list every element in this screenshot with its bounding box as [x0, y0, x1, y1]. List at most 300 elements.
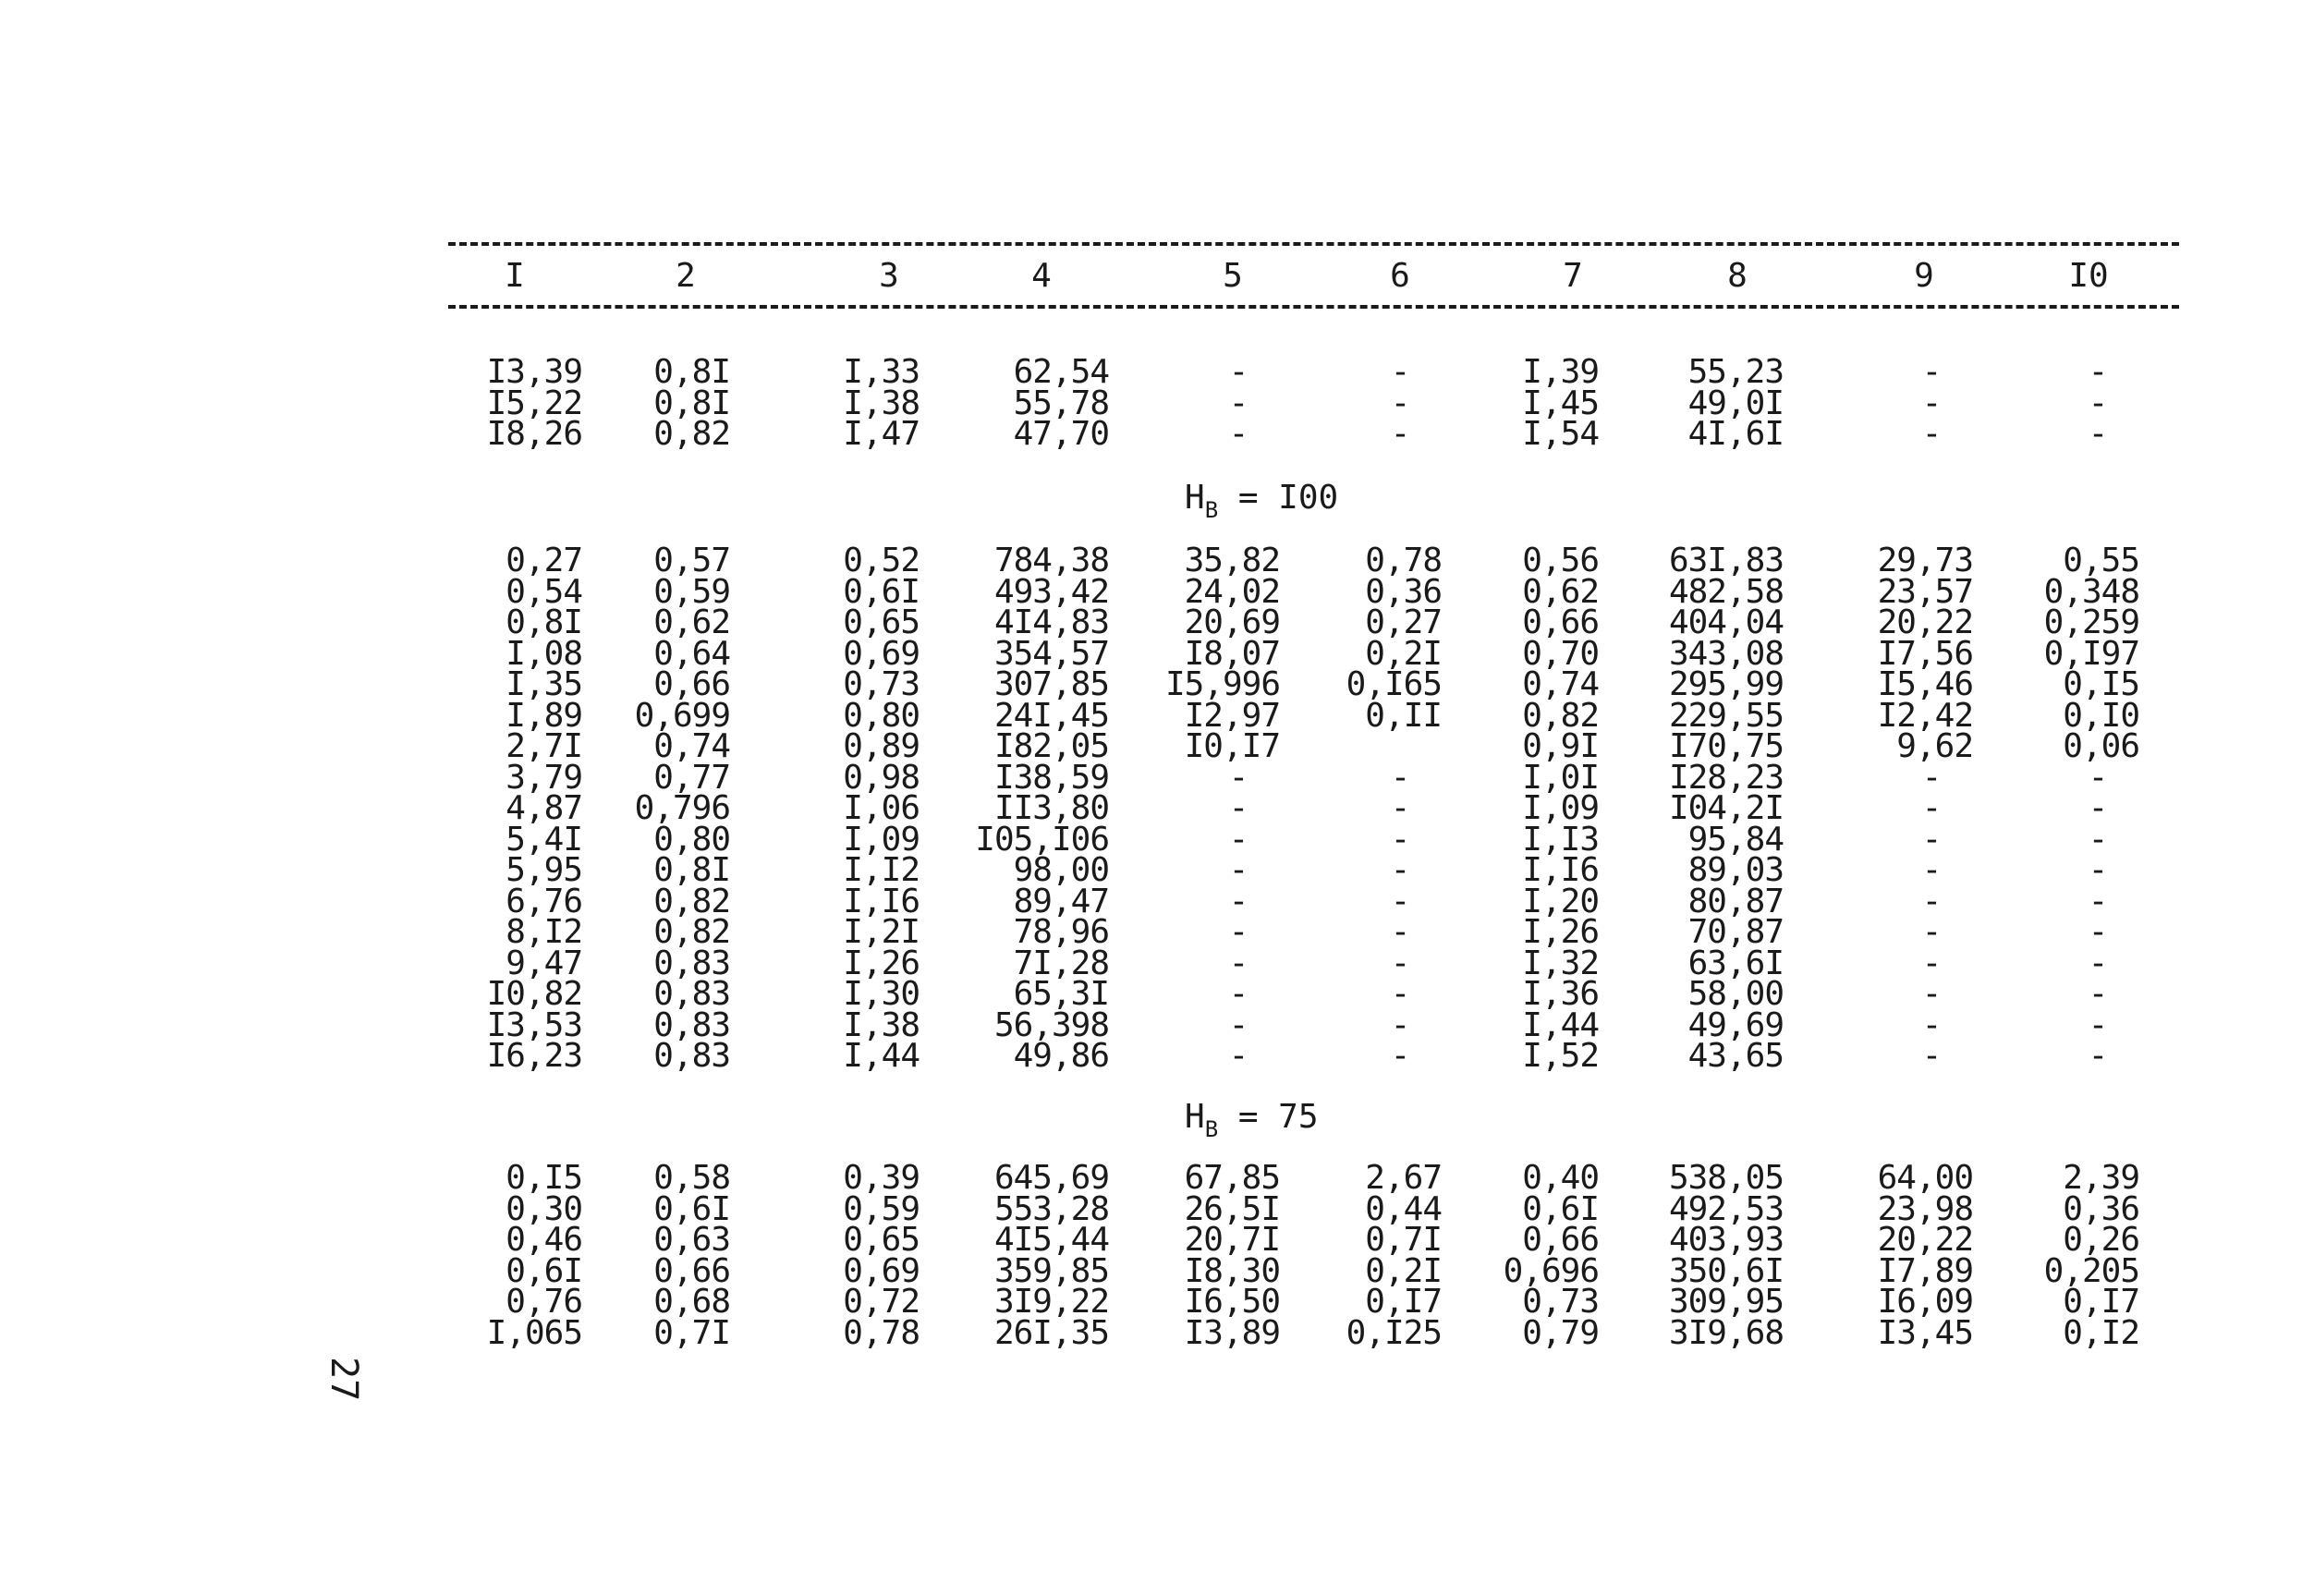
table-cell: - [1390, 758, 1410, 797]
header-dashed-rule [448, 305, 2179, 309]
table-cell: 58,00 [1687, 975, 1784, 1013]
table-cell: 0,6I [653, 1189, 730, 1228]
table-cell: I6,50 [1184, 1283, 1280, 1321]
table-cell: 0,82 [653, 882, 730, 920]
table-column [970, 542, 1109, 1075]
table-cell: - [1921, 1005, 1942, 1044]
table-cell: I8,30 [1184, 1251, 1280, 1290]
table-cell: I2,42 [1877, 696, 1973, 735]
section-label-subscript: B [1204, 1116, 1219, 1142]
table-cell: I3,89 [1184, 1313, 1280, 1352]
table-column [970, 1159, 1109, 1352]
table-cell: - [2088, 415, 2108, 453]
table-cell: - [1921, 789, 1942, 827]
table-cell: 0,83 [653, 1005, 730, 1044]
table-cell: 43,65 [1687, 1037, 1784, 1075]
table-cell: 0,65 [843, 603, 920, 641]
table-cell: 63I,83 [1668, 542, 1784, 579]
table-cell: 0,58 [653, 1159, 730, 1197]
table-cell: 0,64 [653, 634, 730, 673]
table-column [781, 1159, 920, 1352]
table-cell: 0,I5 [2063, 665, 2139, 703]
table-cell: 0,36 [2063, 1189, 2139, 1228]
table-column [2001, 1159, 2139, 1352]
table-cell: 0,796 [634, 789, 730, 827]
table-cell: I,2I [843, 913, 920, 951]
table-cell: 0,59 [653, 572, 730, 611]
table-cell: 0,44 [1365, 1189, 1442, 1228]
table-cell [1303, 731, 1442, 762]
table-column [1141, 1159, 1280, 1352]
table-cell: 0,I2 [2063, 1313, 2139, 1352]
table-cell: - [1390, 384, 1410, 422]
table-cell: 295,99 [1668, 665, 1784, 703]
table-cell: 0,74 [1522, 665, 1599, 703]
table-cell: 784,38 [993, 542, 1109, 579]
table-cell: 0,9I [1522, 727, 1599, 765]
table-cell: - [1228, 944, 1248, 982]
table-cell: I,09 [1522, 789, 1599, 827]
table-cell: 3I9,22 [993, 1283, 1109, 1321]
page-number: 27 [323, 1357, 365, 1402]
table-cell: 0,I65 [1346, 665, 1442, 703]
table-cell: 0,30 [505, 1189, 582, 1228]
table-cell: 78,96 [1013, 913, 1109, 951]
table-cell: 0,83 [653, 1037, 730, 1075]
table-cell: I,38 [843, 384, 920, 422]
table-cell: I7,89 [1877, 1251, 1973, 1290]
table-cell: 482,58 [1668, 572, 1784, 611]
table-cell: 4I,6I [1687, 415, 1784, 453]
table-cell: I,35 [505, 665, 582, 703]
table-cell: I70,75 [1668, 727, 1784, 765]
table-column [970, 353, 1109, 453]
table-cell: - [2088, 1037, 2108, 1075]
table-cell: I,44 [1522, 1005, 1599, 1044]
table-cell: 0,I0 [2063, 696, 2139, 735]
table-cell: 29,73 [1877, 542, 1973, 579]
table-cell: 350,6I [1668, 1251, 1784, 1290]
table-cell: 493,42 [993, 572, 1109, 611]
column-header: 3 [879, 257, 899, 295]
table-cell: 359,85 [993, 1251, 1109, 1290]
table-cell: 3I9,68 [1668, 1313, 1784, 1352]
table-column [1834, 1159, 1973, 1352]
table-column [1460, 1159, 1599, 1352]
table-cell: I7,56 [1877, 634, 1973, 673]
table-cell: 89,47 [1013, 882, 1109, 920]
table-cell: I5,996 [1164, 665, 1280, 703]
table-cell: - [1921, 384, 1942, 422]
table-cell: 35,82 [1184, 542, 1280, 579]
table-cell: 20,22 [1877, 603, 1973, 641]
table-cell: - [1228, 851, 1248, 889]
table-cell: 0,8I [505, 603, 582, 641]
table-cell: I,52 [1522, 1037, 1599, 1075]
table-cell: 553,28 [993, 1189, 1109, 1228]
table-cell: I,36 [1522, 975, 1599, 1013]
column-header: 7 [1563, 257, 1583, 295]
table-cell: II3,80 [993, 789, 1109, 827]
table-cell: 0,55 [2063, 542, 2139, 579]
table-cell: - [1921, 820, 1942, 859]
table-cell: 89,03 [1687, 851, 1784, 889]
table-column [1645, 353, 1784, 453]
table-cell: 55,23 [1687, 353, 1784, 391]
table-cell: 8,I2 [505, 913, 582, 951]
table-cell: - [1228, 1037, 1248, 1075]
table-cell: I,06 [843, 789, 920, 827]
table-cell: 0,06 [2063, 727, 2139, 765]
table-cell: 26,5I [1184, 1189, 1280, 1228]
table-column [2001, 542, 2139, 1075]
table-cell: - [1228, 1005, 1248, 1044]
table-column [1645, 542, 1784, 1075]
table-cell: 24,02 [1184, 572, 1280, 611]
table-cell: I,54 [1522, 415, 1599, 453]
table-cell: I8,07 [1184, 634, 1280, 673]
column-header: I0 [2068, 257, 2109, 295]
table-cell: I,09 [843, 820, 920, 859]
table-cell: 0,66 [653, 1251, 730, 1290]
table-cell: 0,78 [1365, 542, 1442, 579]
table-cell: 0,59 [843, 1189, 920, 1228]
table-cell: 5,4I [505, 820, 582, 859]
table-cell: 0,76 [505, 1283, 582, 1321]
section-label-value: = 75 [1218, 1098, 1319, 1136]
table-column [591, 542, 730, 1075]
table-cell: I28,23 [1668, 758, 1784, 797]
table-cell: 56,398 [993, 1005, 1109, 1044]
table-cell: - [2088, 882, 2108, 920]
section-label-value: = I00 [1218, 479, 1339, 517]
top-dashed-rule [448, 242, 2179, 246]
table-cell: - [1390, 1037, 1410, 1075]
table-cell: 0,83 [653, 944, 730, 982]
table-cell: 47,70 [1013, 415, 1109, 453]
table-cell: 0,40 [1522, 1159, 1599, 1197]
table-cell: 2,67 [1365, 1159, 1442, 1197]
section-label-prefix: H [1185, 1098, 1205, 1136]
table-cell: 0,6I [1522, 1189, 1599, 1228]
table-column [1834, 353, 1973, 453]
table-cell: 49,69 [1687, 1005, 1784, 1044]
table-cell: I0,82 [486, 975, 582, 1013]
table-cell: I,89 [505, 696, 582, 735]
table-cell: 64,00 [1877, 1159, 1973, 1197]
table-cell: 20,22 [1877, 1221, 1973, 1259]
table-cell: 538,05 [1668, 1159, 1784, 1197]
table-cell: I6,09 [1877, 1283, 1973, 1321]
section-label-prefix: H [1185, 479, 1205, 517]
section-label-hb-100 [1185, 479, 1338, 523]
table-cell: 0,27 [1365, 603, 1442, 641]
table-cell: 0,72 [843, 1283, 920, 1321]
table-cell: I0,I7 [1184, 727, 1280, 765]
table-cell: - [1390, 820, 1410, 859]
table-cell: 0,6I [843, 572, 920, 611]
table-cell: 5,95 [505, 851, 582, 889]
table-cell: I,33 [843, 353, 920, 391]
table-cell: 9,62 [1896, 727, 1973, 765]
table-column [1834, 542, 1973, 1075]
table-column [1645, 1159, 1784, 1352]
table-cell: 0,82 [653, 415, 730, 453]
table-cell: I,47 [843, 415, 920, 453]
table-cell: 0,26 [2063, 1221, 2139, 1259]
column-header: 9 [1914, 257, 1934, 295]
table-column [1460, 542, 1599, 1075]
table-cell: - [2088, 353, 2108, 391]
table-column [591, 353, 730, 453]
table-cell: 0,77 [653, 758, 730, 797]
table-cell: - [1390, 1005, 1410, 1044]
table-cell: - [2088, 820, 2108, 859]
table-cell: - [2088, 851, 2108, 889]
table-cell: 0,46 [505, 1221, 582, 1259]
table-cell: - [1390, 415, 1410, 453]
table-cell: 70,87 [1687, 913, 1784, 951]
table-cell: - [1228, 820, 1248, 859]
table-cell: 0,82 [1522, 696, 1599, 735]
section-label-subscript: B [1204, 497, 1219, 523]
table-cell: - [2088, 913, 2108, 951]
table-cell: I,I2 [843, 851, 920, 889]
table-cell: - [1921, 913, 1942, 951]
table-cell: 0,80 [843, 696, 920, 735]
table-cell: 645,69 [993, 1159, 1109, 1197]
table-cell: 7I,28 [1013, 944, 1109, 982]
table-cell: I82,05 [993, 727, 1109, 765]
table-cell: - [1921, 851, 1942, 889]
table-cell: 0,7I [653, 1313, 730, 1352]
table-cell: - [2088, 944, 2108, 982]
table-cell: 0,205 [2043, 1251, 2139, 1290]
table-cell: 0,98 [843, 758, 920, 797]
table-column [2001, 353, 2139, 453]
table-column [781, 353, 920, 453]
table-column [1303, 353, 1442, 453]
table-cell: 0,52 [843, 542, 920, 579]
table-cell: - [1228, 353, 1248, 391]
table-cell: 0,63 [653, 1221, 730, 1259]
table-cell: 0,83 [653, 975, 730, 1013]
table-cell: 0,65 [843, 1221, 920, 1259]
table-cell: 67,85 [1184, 1159, 1280, 1197]
table-cell: I6,23 [486, 1037, 582, 1075]
table-cell: I,26 [1522, 913, 1599, 951]
table-cell: 0,54 [505, 572, 582, 611]
table-cell: 0,2I [1365, 1251, 1442, 1290]
table-cell: 0,II [1365, 696, 1442, 735]
table-cell: 0,68 [653, 1283, 730, 1321]
table-cell: - [1921, 975, 1942, 1013]
table-cell: - [1228, 415, 1248, 453]
table-cell: I3,45 [1877, 1313, 1973, 1352]
table-cell: 0,8I [653, 384, 730, 422]
table-column [1303, 542, 1442, 1075]
table-cell: 20,69 [1184, 603, 1280, 641]
table-cell: 62,54 [1013, 353, 1109, 391]
table-column [1460, 353, 1599, 453]
table-cell: 0,27 [505, 542, 582, 579]
table-cell: - [1228, 882, 1248, 920]
column-header: 4 [1031, 257, 1052, 295]
table-cell: I05,I06 [975, 820, 1109, 859]
table-cell: 0,696 [1503, 1251, 1599, 1290]
table-cell: 23,98 [1877, 1189, 1973, 1228]
column-header: 5 [1223, 257, 1243, 295]
table-cell: 0,62 [1522, 572, 1599, 611]
table-cell: - [1921, 758, 1942, 797]
table-cell: I,08 [505, 634, 582, 673]
table-column [1141, 542, 1280, 1075]
table-cell: I,I3 [1522, 820, 1599, 859]
table-cell: I38,59 [993, 758, 1109, 797]
table-cell: I5,46 [1877, 665, 1973, 703]
table-cell: I3,53 [486, 1005, 582, 1044]
table-cell: I04,2I [1668, 789, 1784, 827]
table-cell: 0,82 [653, 913, 730, 951]
table-cell: - [1228, 913, 1248, 951]
table-cell: 0,7I [1365, 1221, 1442, 1259]
column-header: 2 [676, 257, 696, 295]
table-cell: 343,08 [1668, 634, 1784, 673]
table-cell: I3,39 [486, 353, 582, 391]
table-cell: 0,I5 [505, 1159, 582, 1197]
table-cell: 404,04 [1668, 603, 1784, 641]
table-cell: 0,66 [1522, 603, 1599, 641]
table-cell: 49,86 [1013, 1037, 1109, 1075]
table-cell: I,26 [843, 944, 920, 982]
table-cell: 80,87 [1687, 882, 1784, 920]
table-cell: 0,66 [1522, 1221, 1599, 1259]
table-cell: I,0I [1522, 758, 1599, 797]
table-cell: 0,69 [843, 1251, 920, 1290]
table-cell: 24I,45 [993, 696, 1109, 735]
table-cell: I2,97 [1184, 696, 1280, 735]
column-header: I [505, 257, 525, 295]
table-cell: I,44 [843, 1037, 920, 1075]
table-cell: 0,70 [1522, 634, 1599, 673]
table-cell: - [1390, 882, 1410, 920]
table-cell: - [1921, 944, 1942, 982]
table-column [444, 542, 582, 1075]
table-cell: - [1228, 975, 1248, 1013]
table-cell: 0,79 [1522, 1313, 1599, 1352]
table-cell: 0,348 [2043, 572, 2139, 611]
table-cell: 0,8I [653, 851, 730, 889]
table-column [444, 353, 582, 453]
table-cell: - [1390, 851, 1410, 889]
table-cell: I,30 [843, 975, 920, 1013]
table-cell: - [1390, 913, 1410, 951]
table-cell: 0,56 [1522, 542, 1599, 579]
table-cell: - [2088, 758, 2108, 797]
table-cell: I,38 [843, 1005, 920, 1044]
table-cell: 0,I97 [2043, 634, 2139, 673]
table-cell: - [1921, 353, 1942, 391]
table-cell: 0,78 [843, 1313, 920, 1352]
table-cell: I,20 [1522, 882, 1599, 920]
table-cell: 2,39 [2063, 1159, 2139, 1197]
table-cell: 0,69 [843, 634, 920, 673]
table-cell: - [1390, 353, 1410, 391]
table-cell: 26I,35 [993, 1313, 1109, 1352]
section-label-hb-75 [1185, 1098, 1319, 1142]
table-cell: 0,2I [1365, 634, 1442, 673]
table-cell: 0,73 [843, 665, 920, 703]
table-cell: 95,84 [1687, 820, 1784, 859]
table-cell: - [1228, 789, 1248, 827]
table-cell: 65,3I [1013, 975, 1109, 1013]
table-cell: 403,93 [1668, 1221, 1784, 1259]
table-cell: 0,I7 [1365, 1283, 1442, 1321]
table-cell: I,45 [1522, 384, 1599, 422]
table-cell: 0,36 [1365, 572, 1442, 611]
table-cell: - [1921, 415, 1942, 453]
table-cell: I5,22 [486, 384, 582, 422]
table-column [591, 1159, 730, 1352]
table-cell: 309,95 [1668, 1283, 1784, 1321]
table-cell: I8,26 [486, 415, 582, 453]
table-cell: - [1228, 384, 1248, 422]
table-cell: 0,62 [653, 603, 730, 641]
table-cell: - [2088, 975, 2108, 1013]
table-cell: - [1228, 758, 1248, 797]
table-cell: - [1921, 1037, 1942, 1075]
table-column [1141, 353, 1280, 453]
table-column [1303, 1159, 1442, 1352]
table-cell: 0,8I [653, 353, 730, 391]
table-cell: - [2088, 384, 2108, 422]
table-cell: 6,76 [505, 882, 582, 920]
table-cell: 0,57 [653, 542, 730, 579]
table-cell: 0,I7 [2063, 1283, 2139, 1321]
table-cell: - [1390, 975, 1410, 1013]
table-cell: 0,259 [2043, 603, 2139, 641]
table-cell: 98,00 [1013, 851, 1109, 889]
table-cell: 307,85 [993, 665, 1109, 703]
table-cell: 0,74 [653, 727, 730, 765]
table-cell: 3,79 [505, 758, 582, 797]
table-cell: I,32 [1522, 944, 1599, 982]
table-cell: 0,I25 [1346, 1313, 1442, 1352]
table-cell: 354,57 [993, 634, 1109, 673]
table-cell: 23,57 [1877, 572, 1973, 611]
table-cell: 49,0I [1687, 384, 1784, 422]
table-cell: I,I6 [1522, 851, 1599, 889]
table-cell: 229,55 [1668, 696, 1784, 735]
table-cell: - [1921, 882, 1942, 920]
table-cell: 0,89 [843, 727, 920, 765]
table-cell: 492,53 [1668, 1189, 1784, 1228]
table-cell: 0,66 [653, 665, 730, 703]
table-cell: - [1390, 789, 1410, 827]
table-cell: I,I6 [843, 882, 920, 920]
table-cell: 4I4,83 [993, 603, 1109, 641]
table-cell: 4I5,44 [993, 1221, 1109, 1259]
table-cell: - [2088, 789, 2108, 827]
column-header: 8 [1727, 257, 1748, 295]
table-cell: I,065 [486, 1313, 582, 1352]
table-cell: 0,699 [634, 696, 730, 735]
table-cell: 0,6I [505, 1251, 582, 1290]
table-cell: 20,7I [1184, 1221, 1280, 1259]
table-cell: 2,7I [505, 727, 582, 765]
table-cell: 4,87 [505, 789, 582, 827]
table-cell: 0,39 [843, 1159, 920, 1197]
